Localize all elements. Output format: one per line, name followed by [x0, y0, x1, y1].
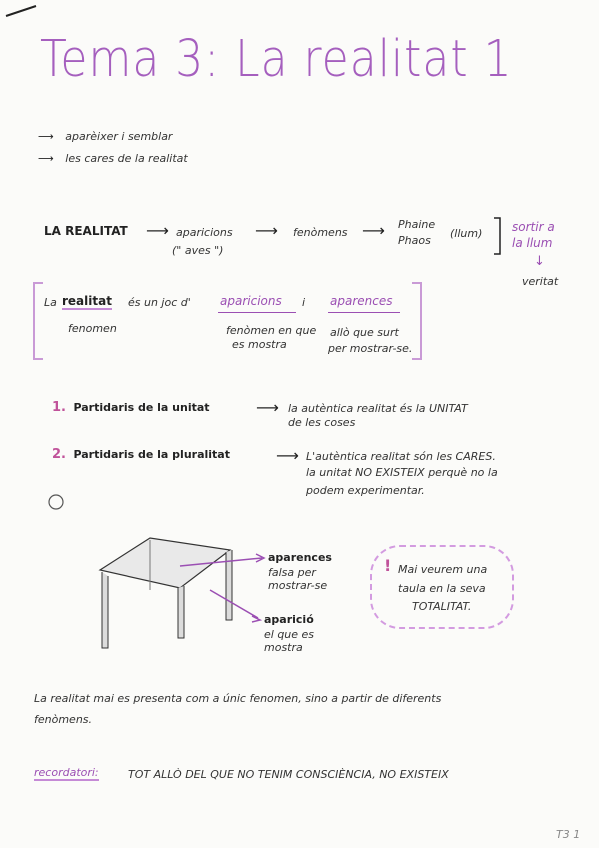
reminder-label: recordatori:	[34, 766, 99, 779]
arrow-right-icon: ⟶	[256, 398, 279, 417]
definition-aparences: aparences	[330, 294, 393, 308]
table-sub: el que es	[264, 628, 315, 641]
intro-item	[38, 130, 172, 143]
point-text: la unitat NO EXISTEIX perquè no la	[306, 466, 498, 479]
definition-realitat: realitat	[62, 294, 112, 308]
arrow-right-icon: ⟶	[146, 221, 169, 240]
flow-step-1-sub: (" aves ")	[172, 244, 224, 257]
definition-sub: es mostra	[232, 338, 287, 351]
flow-step-5: veritat	[522, 275, 559, 288]
exclamation-icon: !	[384, 556, 392, 575]
flow-step-4b: la llum	[512, 236, 553, 250]
definition-mid: és un joc d'	[128, 296, 191, 309]
conclusion-line: fenòmens.	[34, 713, 93, 726]
callout-line: TOTALITAT.	[412, 600, 472, 613]
arrow-right-icon: ⟶	[362, 221, 385, 240]
point-label: Partidaris de la unitat	[73, 401, 210, 414]
table-sub: mostrar-se	[268, 579, 328, 592]
definition-sub: fenomen	[68, 322, 117, 335]
circle-mark-icon	[44, 490, 68, 514]
point-2	[52, 447, 230, 462]
point-1	[52, 400, 210, 415]
flow-step-2: fenòmens	[293, 226, 348, 239]
point-label: Partidaris de la pluralitat	[73, 448, 230, 461]
corner-mark	[2, 2, 42, 18]
flow-step-1: aparicions	[176, 226, 233, 239]
flow-step-4a: sortir a	[512, 220, 555, 234]
table-sub: falsa per	[268, 566, 316, 579]
intro-text: aparèixer i semblar	[65, 130, 173, 143]
point-text: la autèntica realitat és la UNITAT	[288, 402, 468, 415]
underline	[328, 312, 400, 313]
point-number: 2.	[52, 447, 66, 462]
definition-sub: fenòmen en que	[226, 324, 317, 337]
bracket-right	[412, 282, 422, 360]
point-text: podem experimentar.	[306, 484, 425, 497]
flow-step-3b: Phaos	[398, 234, 431, 247]
callout-line: Mai veurem una	[398, 563, 488, 576]
point-number: 1.	[52, 400, 66, 415]
reminder-text: TOT ALLÒ DEL QUE NO TENIM CONSCIÈNCIA, NO EXISTEIX	[128, 768, 449, 781]
conclusion-line: La realitat mai es presenta com a únic fenomen, sino a partir de diferents	[34, 692, 442, 705]
arrow-down-icon: ↓	[534, 254, 545, 269]
page-number: T3 1	[556, 828, 581, 841]
table-sub: mostra	[264, 641, 303, 654]
callout-line: taula en la seva	[398, 582, 486, 595]
definition-aparicions: aparicions	[220, 294, 282, 308]
arrow-right-icon: ⟶	[38, 152, 54, 165]
arrow-right-icon: ⟶	[38, 130, 54, 143]
intro-text: les cares de la realitat	[65, 152, 188, 165]
definition-prefix: La	[44, 296, 57, 309]
table-label-aparicio: aparició	[264, 613, 314, 626]
table-label-aparences: aparences	[268, 551, 332, 564]
flow-start: LA REALITAT	[44, 224, 128, 238]
point-text: de les coses	[288, 416, 356, 429]
bracket-left	[33, 282, 43, 360]
definition-i: i	[302, 296, 306, 309]
flow-step-3c: (llum)	[450, 227, 483, 240]
page-title: Tema 3: La realitat 1	[40, 30, 513, 89]
definition-sub: allò que surt	[330, 326, 399, 339]
underline	[218, 312, 296, 313]
definition-sub: per mostrar-se.	[328, 342, 413, 355]
arrow-right-icon: ⟶	[276, 446, 299, 465]
arrow-right-icon: ⟶	[255, 221, 278, 240]
intro-item	[38, 152, 188, 165]
point-text: L'autèntica realitat són les CARES.	[306, 450, 496, 463]
flow-step-3a: Phaine	[398, 218, 436, 231]
bracket-right-icon	[492, 216, 504, 256]
